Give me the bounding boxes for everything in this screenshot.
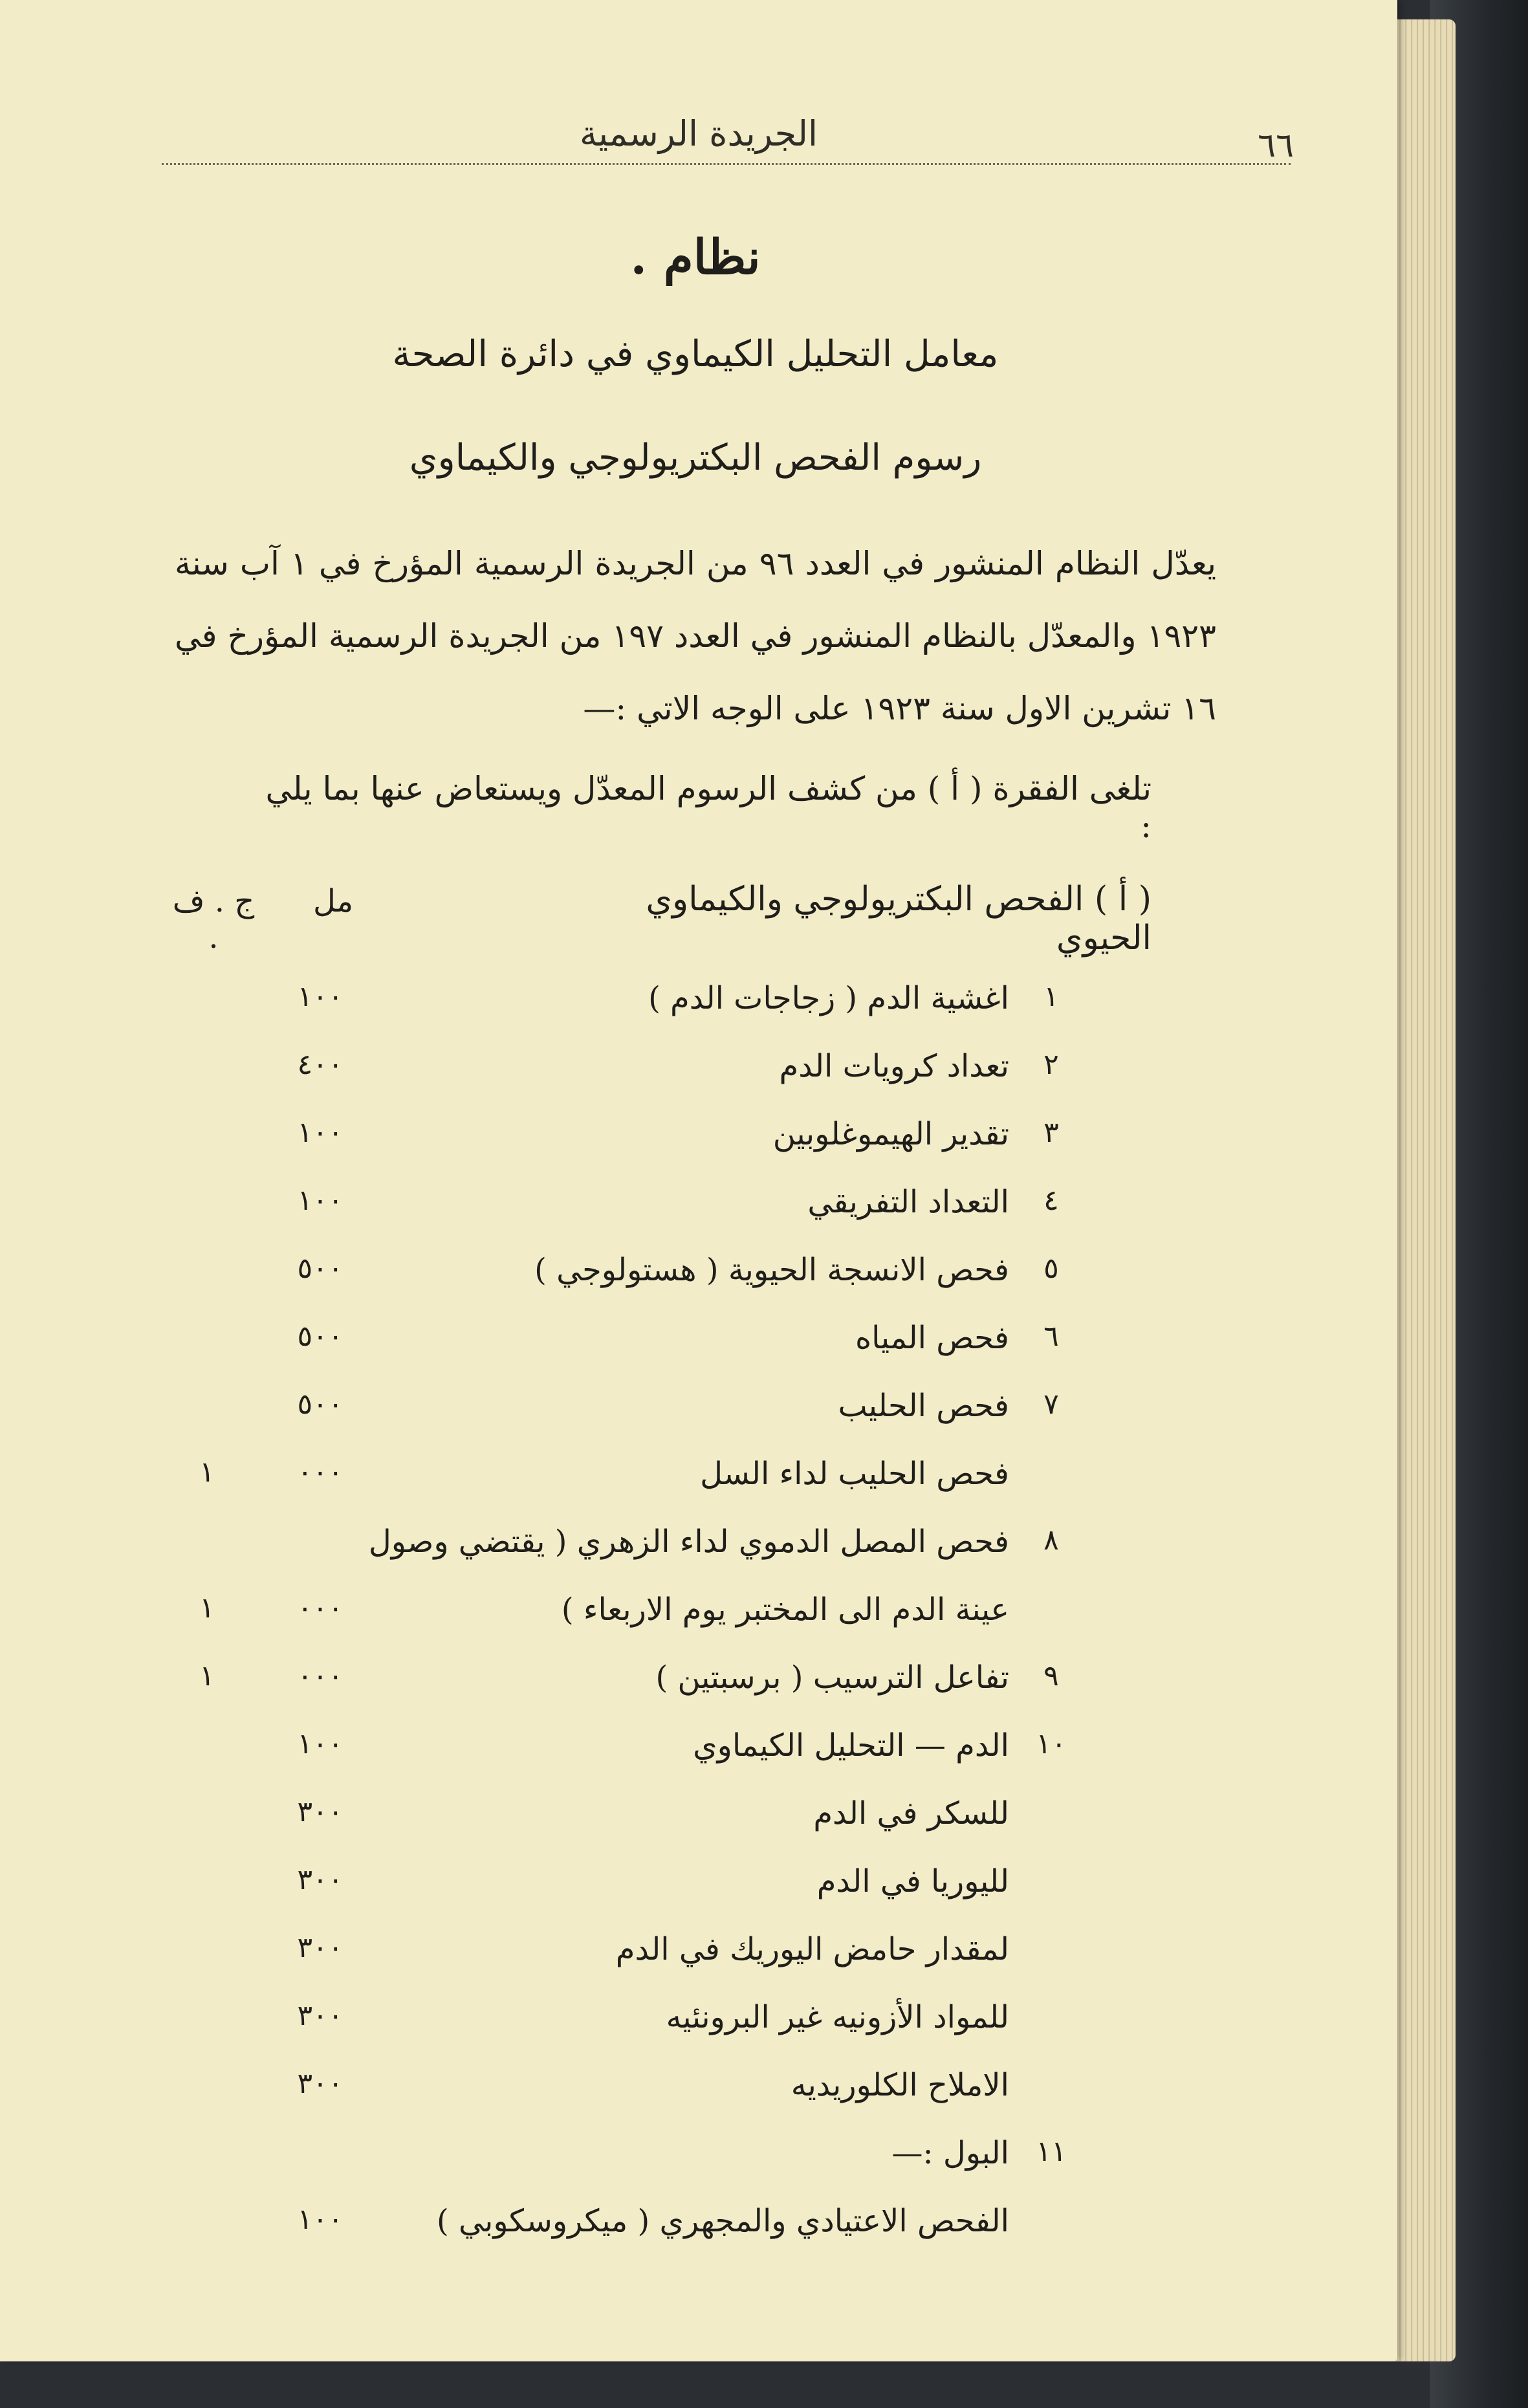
row-amount-mil: ٠٠٠: [297, 1659, 344, 1692]
row-number: ٢: [1043, 1048, 1059, 1081]
section-heading: ( أ ) الفحص البكتريولوجي والكيماوي الحيوي: [646, 880, 1151, 958]
row-number: ٨: [1043, 1524, 1059, 1557]
row-label: تقدير الهيموغلوبين: [772, 1116, 1009, 1152]
row-label: تفاعل الترسيب ( برسبتين ): [655, 1659, 1009, 1696]
fee-row: [0, 1592, 1397, 1656]
row-label: لليوريا في الدم: [816, 1863, 1009, 1899]
row-number: ٥: [1043, 1252, 1059, 1285]
row-label: التعداد التفريقي: [807, 1184, 1009, 1220]
row-label: للسكر في الدم: [813, 1795, 1009, 1832]
fee-row: [0, 1524, 1397, 1588]
row-amount-mil: ٣٠٠: [297, 2067, 344, 2100]
fee-row: [0, 1863, 1397, 1928]
fee-row: [0, 1320, 1397, 1385]
row-label: فحص المياه: [855, 1320, 1009, 1356]
fee-row: [0, 2135, 1397, 2200]
row-label: فحص الانسجة الحيوية ( هستولوجي ): [534, 1252, 1009, 1288]
fee-row: [0, 1931, 1397, 1996]
fee-row: [0, 2067, 1397, 2132]
column-header-mil: مل: [312, 883, 354, 919]
row-label: فحص الحليب لداء السل: [700, 1456, 1009, 1492]
page-number: ٦٦: [1258, 126, 1294, 165]
fee-row: [0, 1116, 1397, 1181]
row-number: ٣: [1043, 1116, 1059, 1149]
row-amount-mil: ٠٠٠: [297, 1456, 344, 1489]
row-label: فحص الحليب: [838, 1388, 1009, 1424]
row-label: فحص المصل الدموي لداء الزهري ( يقتضي وصول: [368, 1524, 1009, 1560]
row-amount-mil: ١٠٠: [297, 1116, 344, 1149]
row-label: عينة الدم الى المختبر يوم الاربعاء ): [561, 1592, 1009, 1628]
row-amount-mil: ٣٠٠: [297, 1931, 344, 1964]
fee-row: [0, 980, 1397, 1045]
row-amount-mil: ٥٠٠: [297, 1388, 344, 1421]
fee-row: [0, 1727, 1397, 1792]
row-label: الدم — التحليل الكيماوي: [693, 1727, 1009, 1764]
row-label: للمواد الأزونيه غير البرونئيه: [666, 1999, 1009, 2035]
running-title: الجريدة الرسمية: [580, 113, 818, 154]
row-amount-mil: ١٠٠: [297, 1727, 344, 1760]
fee-row: [0, 1456, 1397, 1520]
row-amount-pound: ١: [199, 1659, 215, 1692]
row-amount-mil: ١٠٠: [297, 980, 344, 1013]
fee-row: [0, 1795, 1397, 1860]
fee-row: [0, 2203, 1397, 2268]
amendment-paragraph: يعدّل النظام المنشور في العدد ٩٦ من الجريدة الرسمية المؤرخ في ١ آب سنة ١٩٢٣ والمعدّل بالنظام المنشور في العدد ١٩٧ من الجريدة الرسمية المؤرخ في ١٦ تشرين الاول سنة ١٩٢٣ على الوجه الاتي :—: [175, 545, 1216, 727]
fee-row: [0, 1388, 1397, 1452]
row-label: لمقدار حامض اليوريك في الدم: [615, 1931, 1009, 1967]
row-number: ٤: [1043, 1184, 1059, 1217]
row-label: الاملاح الكلوريديه: [791, 2067, 1009, 2103]
row-amount-pound: ١: [199, 1456, 215, 1489]
row-label: الفحص الاعتيادي والمجهري ( ميكروسكوبي ): [437, 2203, 1009, 2239]
header-dotted-rule: [162, 163, 1291, 165]
fee-row: [0, 1999, 1397, 2064]
row-number: ١٠: [1036, 1727, 1067, 1760]
fee-row: [0, 1659, 1397, 1724]
row-number: ١١: [1036, 2135, 1067, 2168]
row-amount-mil: ١٠٠: [297, 1184, 344, 1217]
row-amount-mil: ٣٠٠: [297, 1999, 344, 2032]
row-number: ٩: [1043, 1659, 1059, 1692]
row-amount-mil: ٤٠٠: [297, 1048, 344, 1081]
row-number: ٧: [1043, 1388, 1059, 1421]
fee-row: [0, 1252, 1397, 1317]
row-amount-mil: ١٠٠: [297, 2203, 344, 2236]
row-amount-mil: ٣٠٠: [297, 1795, 344, 1828]
row-number: ١: [1043, 980, 1059, 1013]
fee-row: [0, 1184, 1397, 1249]
row-amount-mil: ٠٠٠: [297, 1592, 344, 1625]
row-amount-mil: ٥٠٠: [297, 1320, 344, 1353]
document-subtitle: معامل التحليل الكيماوي في دائرة الصحة: [392, 333, 999, 375]
row-number: ٦: [1043, 1320, 1059, 1353]
fee-row: [0, 1048, 1397, 1113]
row-label: تعداد كرويات الدم: [779, 1048, 1009, 1084]
document-title: نظام .: [630, 230, 761, 285]
row-label: اغشية الدم ( زجاجات الدم ): [648, 980, 1009, 1016]
row-amount-mil: ٣٠٠: [297, 1863, 344, 1896]
replacement-note: تلغى الفقرة ( أ ) من كشف الرسوم المعدّل ويستعاض عنها بما يلي :: [265, 770, 1151, 845]
row-amount-pound: ١: [199, 1592, 215, 1625]
row-amount-mil: ٥٠٠: [297, 1252, 344, 1285]
column-header-pound: ج . ف .: [172, 883, 255, 956]
document-subtitle-2: رسوم الفحص البكتريولوجي والكيماوي: [409, 437, 982, 479]
row-label: البول :—: [891, 2135, 1009, 2171]
